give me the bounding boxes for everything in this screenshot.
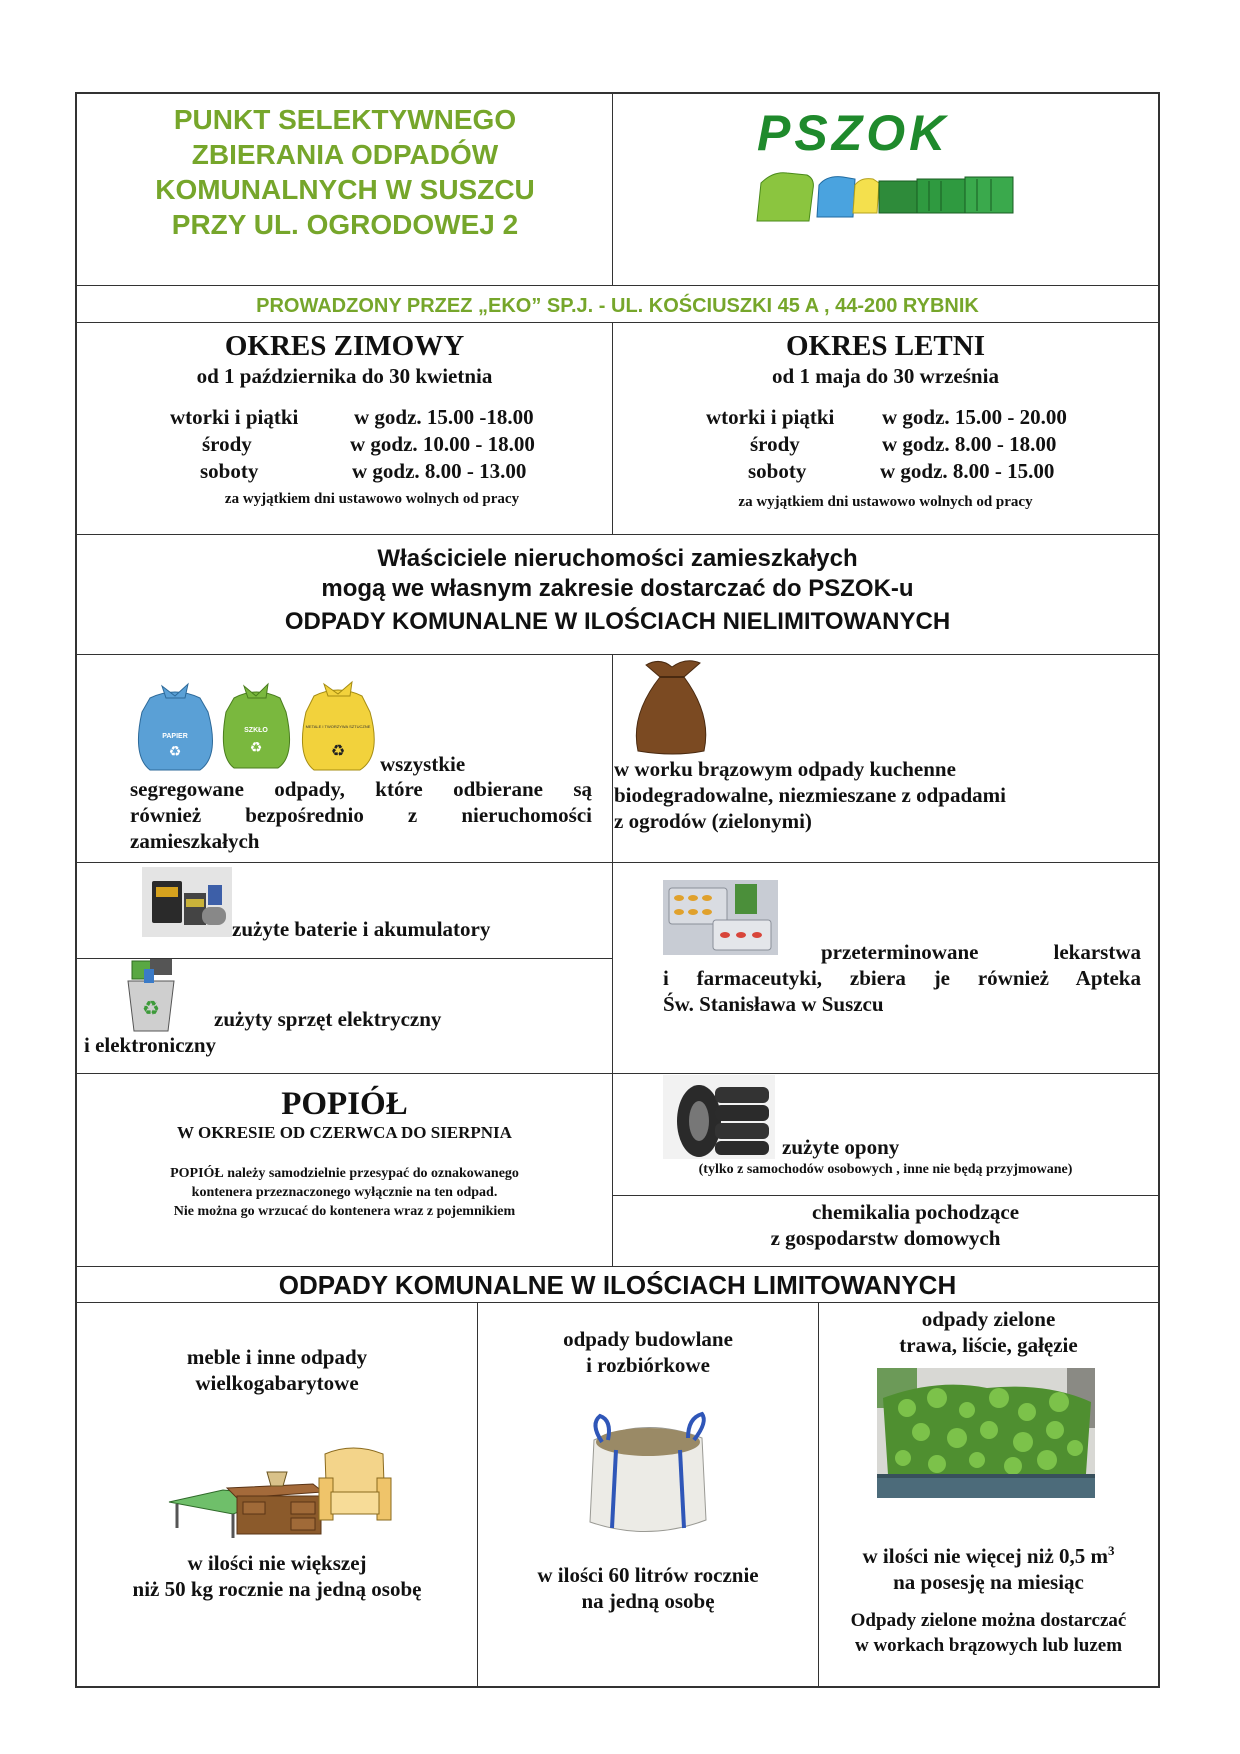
operator-info: PROWADZONY PRZEZ „EKO” SP.J. - UL. KOŚCIUSZKI 45 A , 44-200 RYBNIK bbox=[256, 295, 979, 317]
brown-bag-text bbox=[614, 756, 1154, 834]
containers-icon bbox=[755, 159, 1015, 234]
svg-text:♻: ♻ bbox=[142, 998, 160, 1020]
pszok-logo bbox=[755, 104, 1015, 234]
construction-limit bbox=[478, 1562, 818, 1614]
segregated-line-2: również bezpośrednio z nieruchomości bbox=[130, 803, 592, 827]
winter-hours bbox=[140, 404, 600, 485]
logo-text: PSZOK bbox=[757, 105, 950, 161]
brown-bag-line-1: w worku brązowym odpady kuchenne bbox=[614, 757, 956, 781]
ash-title: POPIÓŁ bbox=[281, 1086, 408, 1122]
winter-time-3: w godz. 8.00 - 13.00 bbox=[352, 459, 527, 483]
winter-time-2: w godz. 10.00 - 18.00 bbox=[350, 432, 535, 456]
paper-bag-label: PAPIER bbox=[162, 733, 188, 740]
title-line-4: PRZY UL. OGRODOWEJ 2 bbox=[171, 209, 519, 240]
green-waste-note-line-1: Odpady zielone można dostarczać bbox=[850, 1610, 1127, 1631]
title-line-2: ZBIERANIA ODPADÓW bbox=[191, 139, 499, 170]
furniture-icon bbox=[163, 1432, 393, 1542]
tyres-icon bbox=[663, 1075, 775, 1159]
winter-days-3: soboty bbox=[200, 459, 259, 483]
winter-days-1: wtorki i piątki bbox=[170, 405, 299, 429]
segregated-bags-text bbox=[130, 776, 592, 854]
ash-note-line-1: POPIÓŁ należy samodzielnie przesypać do oznakowanego bbox=[170, 1166, 519, 1181]
svg-text:♻: ♻ bbox=[330, 743, 346, 760]
green-waste-title-line-1: odpady zielone bbox=[921, 1307, 1056, 1331]
medicines-line-3: Św. Stanisława w Suszcu bbox=[663, 992, 884, 1016]
glass-bag-label: SZKŁO bbox=[244, 727, 268, 734]
green-waste-title bbox=[819, 1306, 1158, 1358]
furniture-title-line-2: wielkogabarytowe bbox=[195, 1371, 359, 1395]
furniture-title bbox=[77, 1344, 477, 1396]
segregated-line-1: segregowane odpady, które odbierane są bbox=[130, 777, 592, 801]
big-bag-icon bbox=[576, 1410, 721, 1545]
ash-section bbox=[77, 1084, 612, 1221]
ash-note bbox=[77, 1164, 612, 1221]
batteries-text: zużyte baterie i akumulatory bbox=[232, 917, 491, 941]
summer-time-2: w godz. 8.00 - 18.00 bbox=[882, 432, 1057, 456]
green-waste-icon bbox=[877, 1368, 1095, 1498]
owners-line-2: mogą we własnym zakresie dostarczać do PSZOK-u bbox=[321, 575, 914, 602]
ash-note-line-2: kontenera przeznaczonego wyłącznie na ten odpad. bbox=[191, 1185, 498, 1200]
batteries-icon bbox=[142, 867, 232, 937]
chemicals-line-2: z gospodarstw domowych bbox=[770, 1226, 1001, 1250]
unlimited-heading: ODPADY KOMUNALNE W ILOŚCIACH NIELIMITOWANYCH bbox=[284, 608, 951, 635]
medicines-line-2: i farmaceutyki, zbiera je również Apteka bbox=[663, 966, 1141, 990]
green-waste-limit-line-1 bbox=[819, 1538, 1158, 1569]
tyres-title: zużyte opony bbox=[782, 1135, 900, 1159]
furniture-limit-line-1: w ilości nie większej bbox=[187, 1551, 367, 1575]
furniture-title-line-1: meble i inne odpady bbox=[186, 1345, 368, 1369]
recycling-bags-icon bbox=[130, 676, 390, 776]
construction-limit-line-1: w ilości 60 litrów rocznie bbox=[537, 1563, 759, 1587]
green-waste-note bbox=[819, 1608, 1158, 1658]
winter-schedule bbox=[77, 329, 612, 389]
brown-bag-line-2: biodegradowalne, niezmieszane z odpadami bbox=[614, 783, 1006, 807]
summer-days-1: wtorki i piątki bbox=[706, 405, 835, 429]
chemicals-line-1: chemikalia pochodzące bbox=[811, 1200, 1020, 1224]
ash-note-line-3: Nie można go wrzucać do kontenera wraz z pojemnikiem bbox=[173, 1204, 516, 1219]
summer-days-2: środy bbox=[750, 432, 800, 456]
electronics-line-2: i elektroniczny bbox=[84, 1033, 217, 1057]
winter-note: za wyjątkiem dni ustawowo wolnych od pracy bbox=[224, 491, 520, 507]
furniture-limit-line-2: niż 50 kg rocznie na jedną osobę bbox=[132, 1577, 422, 1601]
medicines-line-1: przeterminowane lekarstwa bbox=[821, 940, 1141, 964]
cubic-superscript: 3 bbox=[1108, 1543, 1115, 1558]
green-waste-title-line-2: trawa, liście, gałęzie bbox=[899, 1333, 1078, 1357]
summer-schedule bbox=[613, 329, 1158, 389]
brown-bag-icon bbox=[630, 655, 720, 760]
construction-title-line-2: i rozbiórkowe bbox=[586, 1353, 710, 1377]
electronics-line-1: zużyty sprzęt elektryczny bbox=[214, 1007, 442, 1031]
construction-limit-line-2: na jedną osobę bbox=[581, 1589, 715, 1613]
green-waste-limit-line-2: na posesję na miesiąc bbox=[893, 1570, 1084, 1594]
owners-line-1: Właściciele nieruchomości zamieszkałych bbox=[377, 545, 858, 572]
tyres-note: (tylko z samochodów osobowych , inne nie będą przyjmowane) bbox=[698, 1162, 1073, 1177]
green-waste-limit-text: w ilości nie więcej niż 0,5 m bbox=[862, 1544, 1109, 1568]
summer-time-3: w godz. 8.00 - 15.00 bbox=[880, 459, 1055, 483]
svg-text:♻: ♻ bbox=[249, 741, 263, 756]
limited-heading: ODPADY KOMUNALNE W ILOŚCIACH LIMITOWANYCH bbox=[278, 1270, 957, 1300]
brown-bag-line-3: z ogrodów (zielonymi) bbox=[614, 809, 812, 833]
medicines-text bbox=[663, 939, 1141, 1017]
green-waste-limit bbox=[819, 1538, 1158, 1595]
svg-text:♻: ♻ bbox=[168, 745, 182, 760]
construction-title bbox=[478, 1326, 818, 1378]
facility-title bbox=[80, 102, 610, 242]
winter-time-1: w godz. 15.00 -18.00 bbox=[354, 405, 534, 429]
furniture-limit bbox=[77, 1550, 477, 1602]
segregated-line-3: zamieszkałych bbox=[130, 829, 260, 853]
construction-title-line-1: odpady budowlane bbox=[563, 1327, 733, 1351]
title-line-3: KOMUNALNYCH W SUSZCU bbox=[155, 174, 535, 205]
summer-days-3: soboty bbox=[748, 459, 807, 483]
winter-days-2: środy bbox=[202, 432, 252, 456]
title-line-1: PUNKT SELEKTYWNEGO bbox=[173, 104, 517, 135]
summer-range: od 1 maja do 30 września bbox=[772, 364, 999, 388]
summer-hours bbox=[676, 404, 1146, 485]
summer-title: OKRES LETNI bbox=[785, 330, 986, 362]
green-waste-note-line-2: w workach brązowych lub luzem bbox=[854, 1635, 1123, 1656]
winter-title: OKRES ZIMOWY bbox=[224, 330, 465, 362]
winter-range: od 1 października do 30 kwietnia bbox=[196, 364, 493, 388]
metal-plastic-bag-label: METALE I TWORZYWA SZTUCZNE bbox=[305, 724, 371, 729]
summer-time-1: w godz. 15.00 - 20.00 bbox=[882, 405, 1067, 429]
ash-period: W OKRESIE OD CZERWCA DO SIERPNIA bbox=[177, 1123, 512, 1142]
owners-info bbox=[77, 544, 1158, 640]
electronics-text bbox=[84, 1006, 604, 1058]
segregated-bags-first-word: wszystkie bbox=[380, 752, 466, 776]
chemicals-text bbox=[613, 1195, 1158, 1251]
summer-note: za wyjątkiem dni ustawowo wolnych od pracy bbox=[738, 494, 1033, 510]
